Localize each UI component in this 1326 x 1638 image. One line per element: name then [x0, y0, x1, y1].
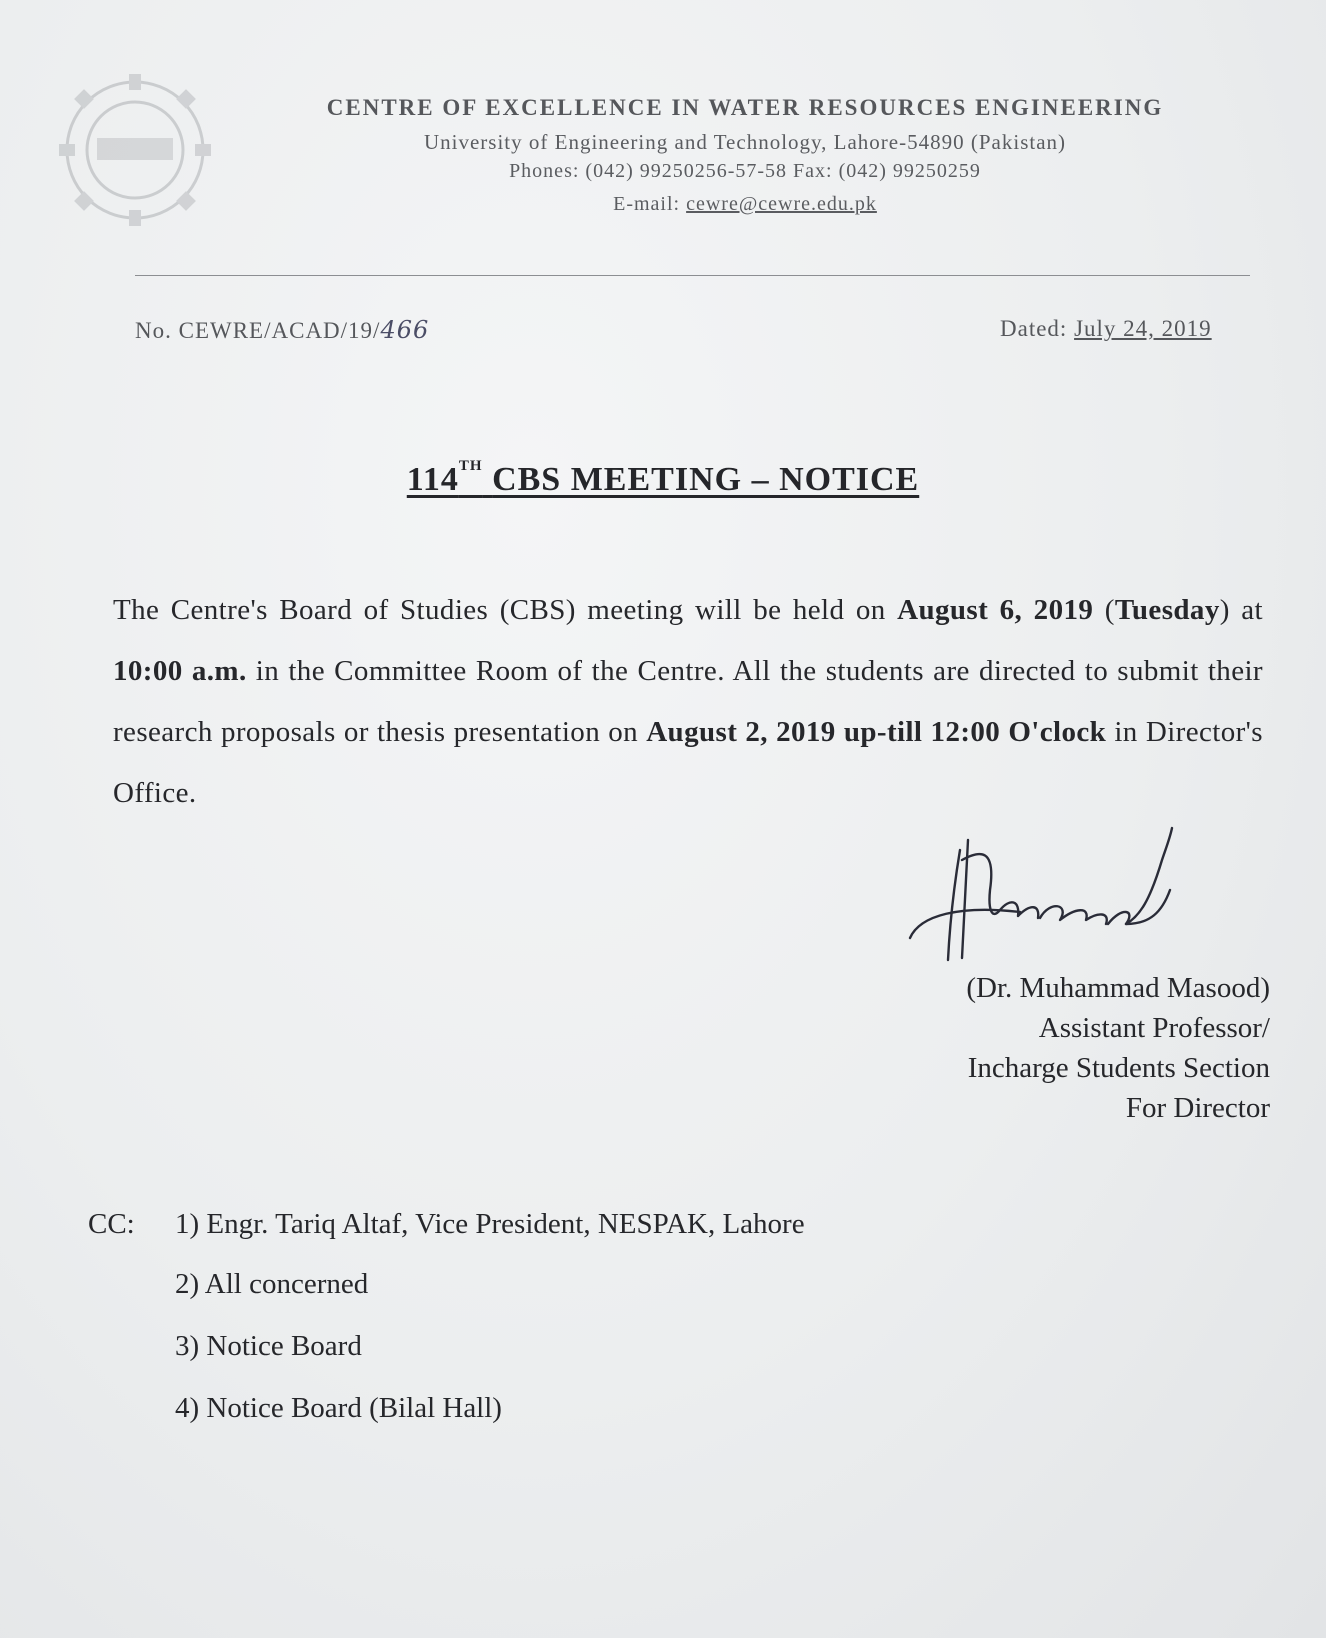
email-link[interactable]: cewre@cewre.edu.pk: [686, 193, 877, 215]
signatory-block: [860, 968, 1270, 1128]
body-text: ) at: [1219, 594, 1263, 626]
cc-item: 4) Notice Board (Bilal Hall): [175, 1392, 502, 1424]
body-text: in Director's Office.: [113, 716, 1263, 809]
reference-number-label: No. CEWRE/ACAD/19/: [135, 318, 381, 343]
body-text: (: [1093, 594, 1115, 626]
cc-item: 1) Engr. Tariq Altaf, Vice President, NESPAK, Lahore: [175, 1208, 805, 1240]
cc-label: CC:: [88, 1208, 135, 1240]
meeting-date: August 6, 2019: [897, 594, 1094, 626]
dated-value: July 24, 2019: [1074, 316, 1212, 341]
meeting-time: 10:00 a.m.: [113, 655, 247, 687]
signatory-for: For Director: [1125, 1092, 1270, 1124]
title-text: CBS MEETING – NOTICE: [492, 461, 920, 498]
handwritten-signature-icon: [900, 820, 1230, 970]
signatory-title: Assistant Professor/: [1038, 1012, 1270, 1044]
university-address: University of Engineering and Technology, Lahore-54890 (Pakistan): [423, 130, 1067, 154]
cc-item: 3) Notice Board: [175, 1330, 362, 1362]
reference-number: [135, 316, 429, 344]
submission-deadline: August 2, 2019 up-till 12:00 O'clock: [646, 716, 1107, 748]
header-divider: [135, 275, 1250, 276]
document-date: [1000, 316, 1212, 342]
body-text: The Centre's Board of Studies (CBS) meeting will be held on: [113, 594, 898, 626]
dated-label: Dated:: [1000, 316, 1068, 341]
email-label: E-mail:: [613, 193, 681, 215]
signatory-name: (Dr. Muhammad Masood): [966, 972, 1270, 1004]
meeting-day: Tuesday: [1114, 594, 1220, 626]
contact-email-line: [230, 193, 1260, 216]
reference-number-handwritten: 466: [380, 316, 430, 344]
title-number: 114: [406, 461, 459, 498]
cc-item: 2) All concerned: [175, 1268, 369, 1300]
signatory-section: Incharge Students Section: [967, 1052, 1270, 1084]
organization-name: CENTRE OF EXCELLENCE IN WATER RESOURCES ENGINEERING: [326, 95, 1164, 120]
body-text: in the Committee Room of the Centre. All the students are directed to submit their research proposals or thesis presentation on: [113, 655, 1263, 748]
title-ordinal: TH: [458, 458, 483, 474]
contact-phones: Phones: (042) 99250256-57-58 Fax: (042) 99250259: [509, 160, 981, 182]
notice-title: [0, 458, 1326, 499]
institution-seal-icon: [55, 70, 215, 230]
notice-body: [113, 580, 1263, 824]
